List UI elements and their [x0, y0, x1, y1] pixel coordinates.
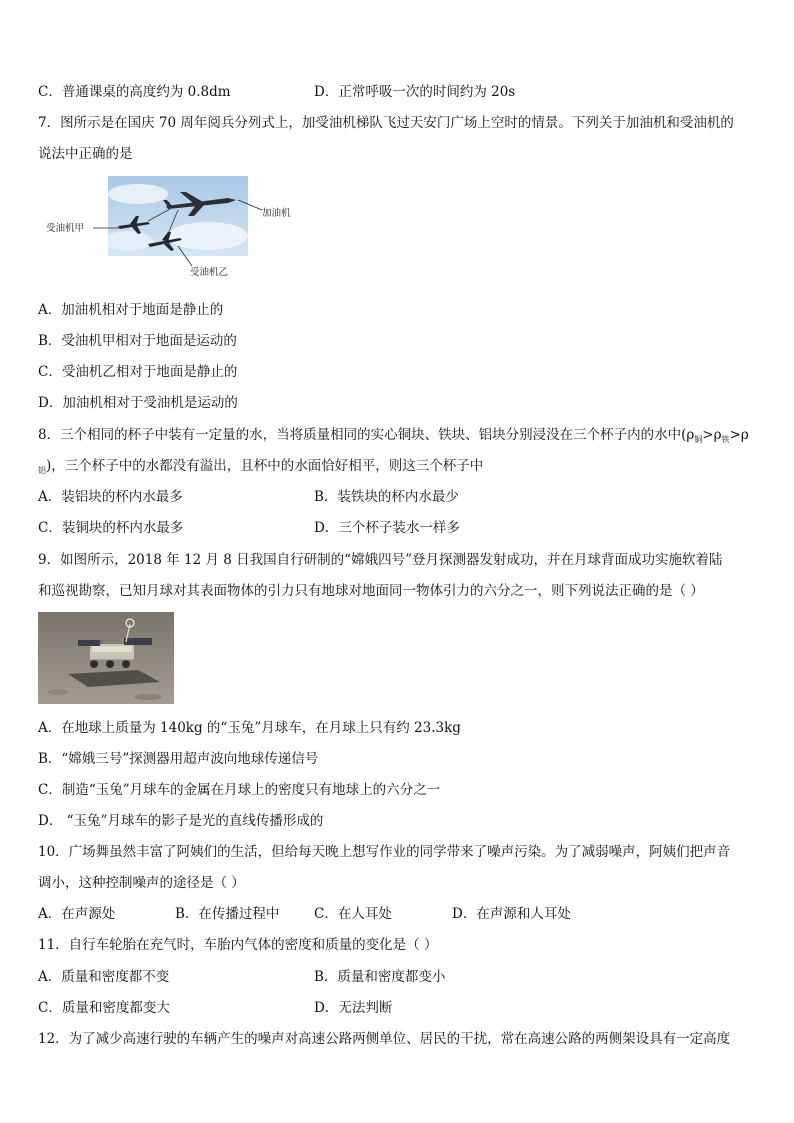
q6-option-c: C．普通课桌的高度约为 0.8dm	[38, 84, 231, 100]
q11-option-b: B．质量和密度都变小	[314, 969, 446, 985]
q10-stem-line2: 调小，这种控制噪声的途径是（ ）	[38, 875, 245, 891]
q7-stem-line2: 说法中正确的是	[38, 146, 133, 162]
subscript-iron: 铁	[721, 435, 730, 444]
q9-option-a: A．在地球上质量为 140kg 的“玉兔”月球车，在月球上只有约 23.3kg	[38, 720, 461, 736]
q7-option-d: D．加油机相对于受油机是运动的	[38, 395, 238, 411]
q8-option-d: D．三个杯子装水一样多	[314, 520, 460, 536]
q12-stem-line1: 12．为了减少高速行驶的车辆产生的噪声对高速公路两侧单位、居民的干扰，常在高速公路的两侧架设具有一定高度	[38, 1031, 731, 1047]
q10-option-b: B．在传播过程中	[175, 906, 280, 922]
pointer-receiver-a	[92, 222, 122, 234]
q11-option-a: A．质量和密度都不变	[38, 969, 170, 985]
q6-option-d: D．正常呼吸一次的时间约为 20s	[314, 84, 516, 100]
q10-option-c: C．在人耳处	[314, 906, 392, 922]
q8-stem-line2: $_铝$)，三个杯子中的水都没有溢出，且杯中的水面恰好相平，则这三个杯子中	[38, 458, 484, 475]
q9-stem-line1: 9．如图所示，2018 年 12 月 8 日我国自行研制的“嫦娥四号”登月探测器发射成功，并在月球背面成功实施软着陆	[38, 552, 723, 568]
q10-stem-line1: 10．广场舞虽然丰富了阿姨们的生活，但给每天晚上想写作业的同学带来了噪声污染。为了减弱噪声，阿姨们把声音	[38, 844, 731, 860]
q11-option-d: D．无法判断	[314, 1000, 393, 1016]
pointer-receiver-b	[176, 244, 196, 268]
q8-stem-line1: 8．三个相同的杯子中装有一定量的水，当将质量相同的实心铜块、铁块、铝块分别浸没在三个杯子内的水中($\rho_铜>\rho_铁>\rho$	[38, 427, 749, 444]
q7-stem-line1: 7．图所示是在国庆 70 周年阅兵分列式上，加受油机梯队飞过天安门广场上空时的情景。下列关于加油机和受油机的	[38, 115, 734, 131]
q7-option-c: C．受油机乙相对于地面是静止的	[38, 364, 238, 380]
q7-option-b: B．受油机甲相对于地面是运动的	[38, 333, 237, 349]
q9-option-b: B．“嫦娥三号”探测器用超声波向地球传递信号	[38, 751, 319, 767]
q9-option-c: C．制造“玉兔”月球车的金属在月球上的密度只有地球上的六分之一	[38, 782, 441, 798]
caption-receiver-b: 受油机乙	[190, 267, 229, 278]
q9-option-d: D． “玉兔”月球车的影子是光的直线传播形成的	[38, 813, 324, 829]
q7-option-a: A．加油机相对于地面是静止的	[38, 302, 224, 318]
q8-option-b: B．装铁块的杯内水最少	[314, 489, 459, 505]
caption-receiver-a: 受油机甲	[46, 223, 85, 234]
q11-stem: 11．自行车轮胎在充气时，车胎内气体的密度和质量的变化是（ ）	[38, 937, 438, 953]
q10-option-a: A．在声源处	[38, 906, 116, 922]
pointer-tanker	[236, 196, 264, 216]
subscript-copper: 铜	[694, 435, 703, 444]
q10-option-d: D．在声源和人耳处	[452, 906, 571, 922]
caption-tanker: 加油机	[262, 208, 291, 219]
q11-option-c: C．质量和密度都变大	[38, 1000, 170, 1016]
q9-stem-line2: 和巡视勘察，已知月球对其表面物体的引力只有地球对地面同一物体引力的六分之一，则下列说法正确的是（ ）	[38, 583, 704, 599]
q8-option-c: C．装铜块的杯内水最多	[38, 520, 184, 536]
lunar-rover-image	[38, 612, 174, 704]
q8-option-a: A．装铝块的杯内水最多	[38, 489, 183, 505]
subscript-aluminum: 铝	[38, 466, 46, 475]
